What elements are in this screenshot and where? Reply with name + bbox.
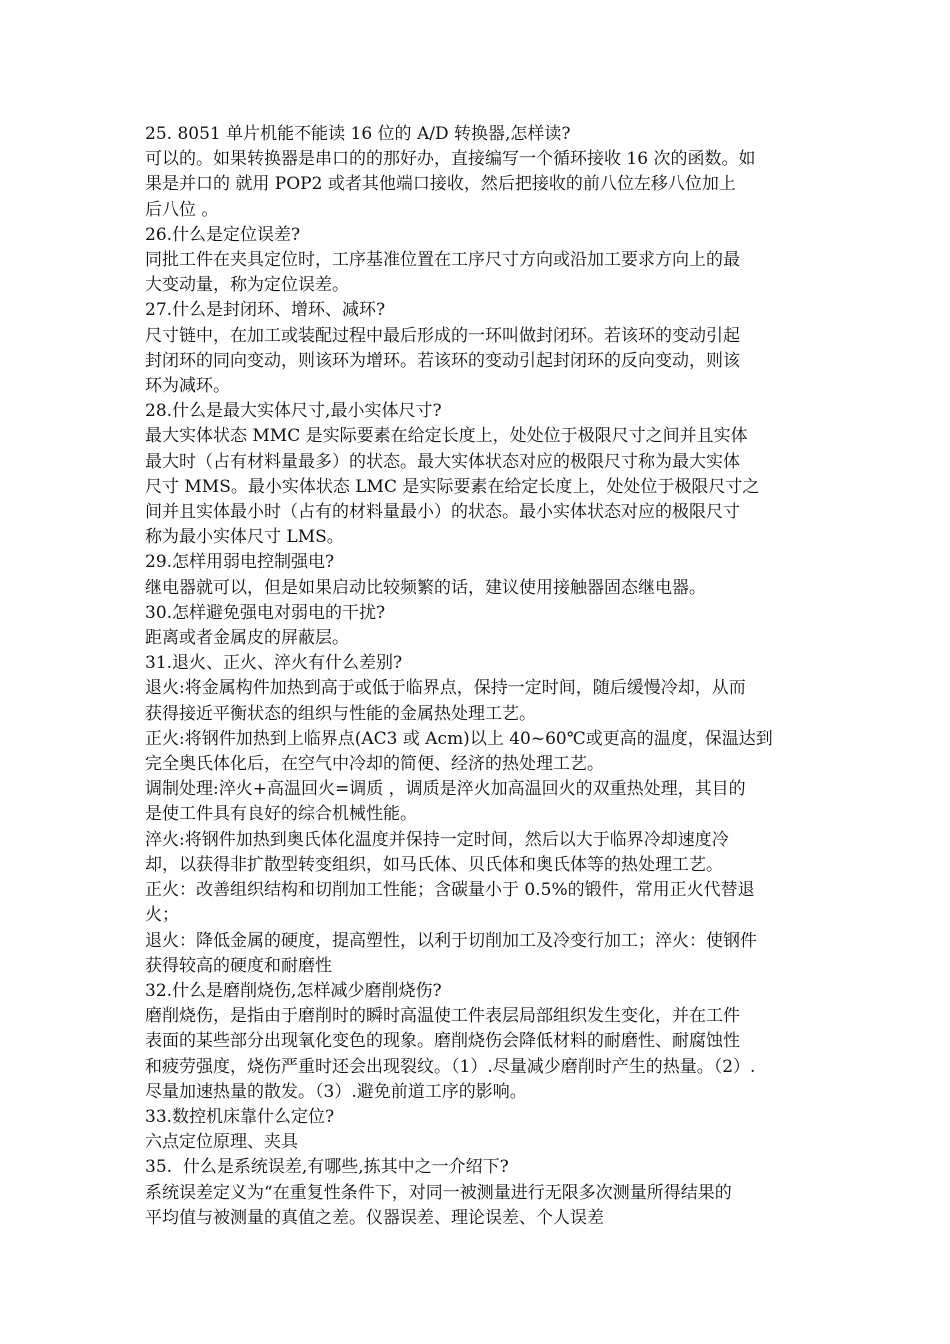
text-line: 尺寸链中，在加工或装配过程中最后形成的一环叫做封闭环。若该环的变动引起 (145, 325, 740, 346)
text-line: 大变动量，称为定位误差。 (145, 275, 349, 296)
text-line: 31.退火、正火、淬火有什么差别? (145, 653, 403, 674)
text-line: 退火:将金属构件加热到高于或低于临界点，保持一定时间，随后缓慢冷却，从而 (145, 678, 746, 699)
text-line: 可以的。如果转换器是串口的的那好办，直接编写一个循环接收 16 次的函数。如 (145, 149, 756, 170)
text-line: 六点定位原理、夹具 (145, 1132, 298, 1153)
text-line: 最大时（占有材料量最多）的状态。最大实体状态对应的极限尺寸称为最大实体 (145, 451, 740, 472)
text-line: 正火:将钢件加热到上临界点(AC3 或 Acm)以上 40~60℃或更高的温度，保温达到 (145, 728, 773, 749)
text-line: 29.怎样用弱电控制强电? (145, 552, 335, 573)
text-line: 后八位 。 (145, 199, 219, 220)
text-line: 是使工件具有良好的综合机械性能。 (145, 804, 417, 825)
text-line: 同批工件在夹具定位时，工序基准位置在工序尺寸方向或沿加工要求方向上的最 (145, 250, 740, 271)
text-line: 继电器就可以，但是如果启动比较频繁的话，建议使用接触器固态继电器。 (145, 577, 706, 598)
text-line: 调制处理:淬火+高温回火=调质 ，调质是淬火加高温回火的双重热处理，其目的 (145, 779, 746, 800)
text-line: 最大实体状态 MMC 是实际要素在给定长度上，处处位于极限尺寸之间并且实体 (145, 426, 748, 447)
text-line: 27.什么是封闭环、增环、减环? (145, 300, 386, 321)
text-line: 35. 什么是系统误差,有哪些,拣其中之一介绍下? (145, 1157, 509, 1178)
text-line: 火； (145, 905, 179, 926)
text-line: 25. 8051 单片机能不能读 16 位的 A/D 转换器,怎样读? (145, 124, 571, 144)
text-line: 间并且实体最小时（占有的材料量最小）的状态。最小实体状态对应的极限尺寸 (145, 502, 740, 523)
text-line: 完全奥氏体化后，在空气中冷却的简便、经济的热处理工艺。 (145, 754, 604, 775)
text-line: 30.怎样避免强电对弱电的干扰? (145, 602, 386, 623)
text-line: 获得接近平衡状态的组织与性能的金属热处理工艺。 (145, 703, 536, 724)
document-page (145, 122, 813, 1231)
text-line: 环为减环。 (145, 376, 230, 397)
text-line: 26.什么是定位误差? (145, 224, 301, 245)
text-line: 退火：降低金属的硬度，提高塑性，以利于切削加工及冷变行加工；淬火：使钢件 (145, 930, 757, 951)
text-line: 淬火:将钢件加热到奥氏体化温度并保持一定时间，然后以大于临界冷却速度冷 (145, 829, 729, 850)
text-line: 却，以获得非扩散型转变组织，如马氏体、贝氏体和奥氏体等的热处理工艺。 (145, 854, 723, 875)
text-line: 33.数控机床靠什么定位? (145, 1106, 335, 1127)
text-line: 32.什么是磨削烧伤,怎样减少磨削烧伤? (145, 980, 442, 1001)
text-line: 和疲劳强度，烧伤严重时还会出现裂纹。（1）.尽量减少磨削时产生的热量。（2）. (145, 1056, 756, 1077)
text-line: 28.什么是最大实体尺寸,最小实体尺寸? (145, 401, 442, 422)
text-line: 称为最小实体尺寸 LMS。 (145, 527, 344, 548)
text-line: 正火：改善组织结构和切削加工性能；含碳量小于 0.5%的锻件，常用正火代替退 (145, 880, 755, 901)
text-line: 获得较高的硬度和耐磨性 (145, 955, 332, 976)
text-line: 尺寸 MMS。最小实体状态 LMC 是实际要素在给定长度上，处处位于极限尺寸之 (145, 476, 760, 497)
text-line: 磨削烧伤，是指由于磨削时的瞬时高温使工件表层局部组织发生变化，并在工件 (145, 1006, 740, 1027)
text-line: 尽量加速热量的散发。（3）.避免前道工序的影响。 (145, 1081, 527, 1102)
text-line: 表面的某些部分出现氧化变色的现象。磨削烧伤会降低材料的耐磨性、耐腐蚀性 (145, 1031, 740, 1052)
text-line: 距离或者金属皮的屏蔽层。 (145, 628, 349, 649)
text-line: 封闭环的同向变动，则该环为增环。若该环的变动引起封闭环的反向变动，则该 (145, 350, 740, 371)
text-line: 平均值与被测量的真值之差。仪器误差、理论误差、个人误差 (145, 1207, 604, 1228)
text-line: 系统误差定义为“在重复性条件下，对同一被测量进行无限多次测量所得结果的 (145, 1182, 732, 1203)
text-line: 果是并口的 就用 POP2 或者其他端口接收，然后把接收的前八位左移八位加上 (145, 174, 736, 195)
